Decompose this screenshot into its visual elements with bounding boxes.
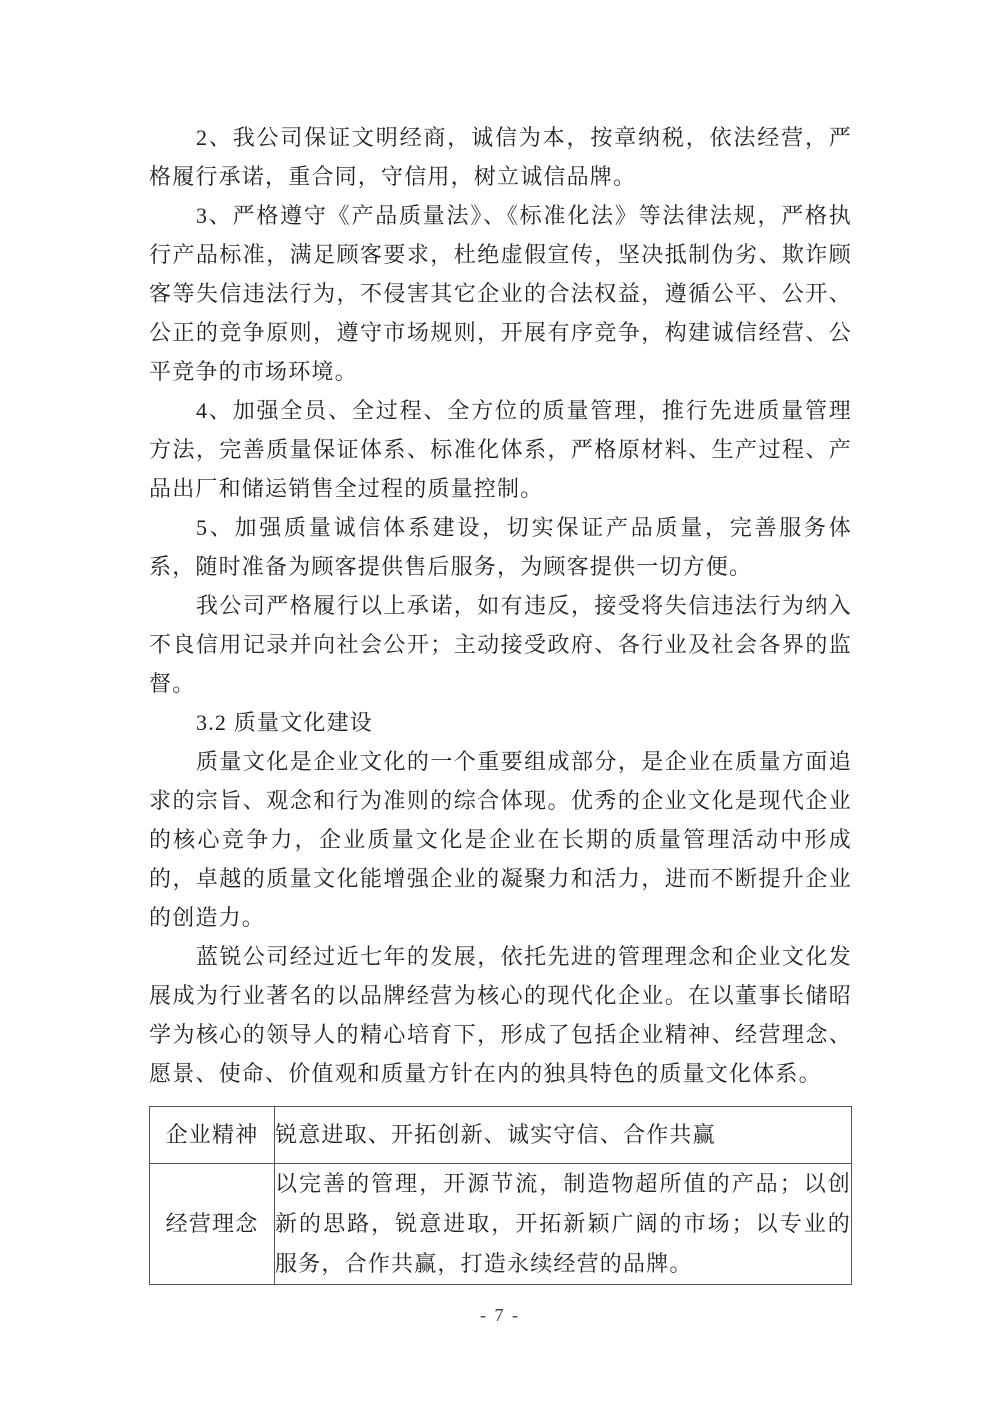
paragraph-commitment-5: 5、加强质量诚信体系建设，切实保证产品质量，完善服务体系，随时准备为顾客提供售后服务，为顾客提供一切方便。 (149, 515, 852, 579)
table-row-enterprise-spirit (150, 1107, 852, 1164)
table-cell-spirit-content: 锐意进取、开拓创新、诚实守信、合作共赢 (275, 1107, 852, 1164)
table-cell-philosophy-label: 经营理念 (150, 1164, 275, 1285)
paragraph-quality-culture: 质量文化是企业文化的一个重要组成部分，是企业在质量方面追求的宗旨、观念和行为准则的综合体现。优秀的企业文化是现代企业的核心竞争力，企业质量文化是企业在长期的质量管理活动中形成的，卓越的质量文化能增强企业的凝聚力和活力，进而不断提升企业的创造力。 (149, 749, 852, 930)
paragraph-pledge: 我公司严格履行以上承诺，如有违反，接受将失信违法行为纳入不良信用记录并向社会公开；主动接受政府、各行业及社会各界的监督。 (149, 593, 852, 696)
paragraph-commitment-2: 2、我公司保证文明经商，诚信为本，按章纳税，依法经营，严格履行承诺，重合同，守信用，树立诚信品牌。 (149, 125, 852, 189)
page-number: - 7 - (480, 1305, 520, 1325)
paragraph-company-culture: 蓝锐公司经过近七年的发展，依托先进的管理理念和企业文化发展成为行业著名的以品牌经营为核心的现代化企业。在以董事长储昭学为核心的领导人的精心培育下，形成了包括企业精神、经营理念、愿景、使命、价值观和质量方针在内的独具特色的质量文化体系。 (149, 944, 852, 1086)
table-cell-philosophy-content: 以完善的管理，开源节流，制造物超所值的产品；以创新的思路，锐意进取，开拓新颖广阔的市场；以专业的服务，合作共赢，打造永续经营的品牌。 (275, 1164, 852, 1285)
culture-system-table (149, 1106, 852, 1285)
paragraph-commitment-3: 3、严格遵守《产品质量法》、《标准化法》等法律法规，严格执行产品标准，满足顾客要求，杜绝虚假宣传，坚决抵制伪劣、欺诈顾客等失信违法行为，不侵害其它企业的合法权益，遵循公平、公开、公正的竞争原则，遵守市场规则，开展有序竞争，构建诚信经营、公平竞争的市场环境。 (149, 203, 852, 384)
table-row-business-philosophy (150, 1164, 852, 1285)
section-heading-3-2: 3.2 质量文化建设 (196, 710, 374, 735)
document-body (149, 118, 852, 1285)
paragraph-commitment-4: 4、加强全员、全过程、全方位的质量管理，推行先进质量管理方法，完善质量保证体系、标准化体系，严格原材料、生产过程、产品出厂和储运销售全过程的质量控制。 (149, 398, 852, 501)
table-cell-spirit-label: 企业精神 (150, 1107, 275, 1164)
